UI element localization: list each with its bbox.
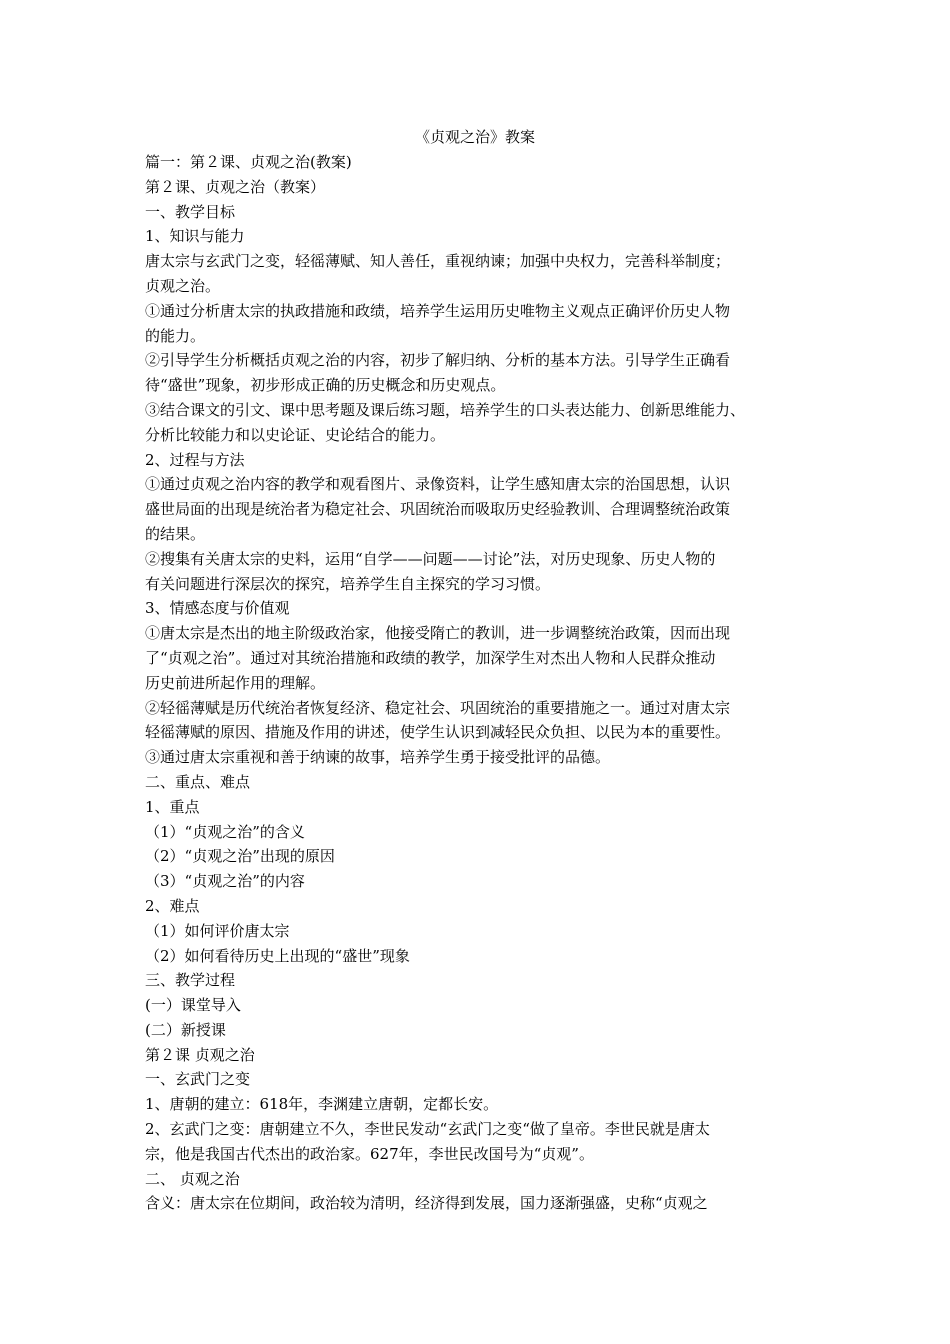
- text-line: （2）如何看待历史上出现的“盛世”现象: [145, 946, 410, 965]
- text-line: (二）新授课: [145, 1020, 226, 1039]
- text-line: 1、唐朝的建立：618年，李渊建立唐朝，定都长安。: [145, 1095, 499, 1114]
- text-line: 2、过程与方法: [145, 450, 245, 469]
- document-body: [145, 150, 825, 1216]
- text-line: 了“贞观之治”。通过对其统治措施和政绩的教学，加深学生对杰出人物和人民群众推动: [145, 648, 716, 667]
- text-line: ①通过分析唐太宗的执政措施和政绩，培养学生运用历史唯物主义观点正确评价历史人物: [145, 301, 731, 320]
- text-line: 唐太宗与玄武门之变，轻徭薄赋、知人善任，重视纳谏；加强中央权力，完善科举制度；: [145, 252, 731, 271]
- text-line: （1）如何评价唐太宗: [145, 921, 290, 940]
- text-line: ③结合课文的引文、课中思考题及课后练习题，培养学生的口头表达能力、创新思维能力、: [145, 400, 746, 419]
- text-line: ①唐太宗是杰出的地主阶级政治家，他接受隋亡的教训，进一步调整统治政策，因而出现: [145, 624, 731, 643]
- text-line: 1、重点: [145, 797, 200, 816]
- text-line: 二、 贞观之治: [145, 1169, 240, 1188]
- text-line: 二、重点、难点: [145, 772, 251, 791]
- text-line: 有关问题进行深层次的探究，培养学生自主探究的学习习惯。: [145, 574, 551, 593]
- text-line: （3）“贞观之治”的内容: [145, 872, 305, 891]
- text-line: ②搜集有关唐太宗的史料，运用“自学——问题——讨论”法，对历史现象、历史人物的: [145, 549, 716, 568]
- text-line: 待“盛世”现象，初步形成正确的历史概念和历史观点。: [145, 376, 506, 395]
- text-line: 第２课 贞观之治: [145, 1045, 255, 1064]
- text-line: 一、玄武门之变: [145, 1070, 251, 1089]
- text-line: 盛世局面的出现是统治者为稳定社会、巩固统治而吸取历史经验教训、合理调整统治政策: [145, 500, 731, 519]
- text-line: 的结果。: [145, 524, 206, 543]
- document-title: 《贞观之治》教案: [414, 128, 535, 146]
- text-line: 3、情感态度与价值观: [145, 599, 290, 618]
- text-line: 的能力。: [145, 326, 206, 345]
- text-line: 宗，他是我国古代杰出的政治家。627年，李世民改国号为“贞观”。: [145, 1144, 594, 1163]
- text-line: ③通过唐太宗重视和善于纳谏的故事，培养学生勇于接受批评的品德。: [145, 748, 611, 767]
- text-line: (一）课堂导入: [145, 996, 241, 1015]
- text-line: （1）“贞观之治”的含义: [145, 822, 305, 841]
- text-line: 1、知识与能力: [145, 227, 245, 246]
- text-line: 历史前进所起作用的理解。: [145, 673, 326, 692]
- text-line: 贞观之治。: [145, 276, 221, 295]
- text-line: 一、教学目标: [145, 202, 236, 221]
- text-line: 轻徭薄赋的原因、措施及作用的讲述，使学生认识到减轻民众负担、以民为本的重要性。: [145, 723, 731, 742]
- text-line: （2）“贞观之治”出现的原因: [145, 847, 335, 866]
- text-line: 含义：唐太宗在位期间，政治较为清明，经济得到发展，国力逐渐强盛，史称“贞观之: [145, 1194, 708, 1213]
- text-line: 2、玄武门之变：唐朝建立不久，李世民发动“玄武门之变“做了皇帝。李世民就是唐太: [145, 1120, 710, 1139]
- text-line: 三、教学过程: [145, 971, 236, 990]
- text-line: ①通过贞观之治内容的教学和观看图片、录像资料，让学生感知唐太宗的治国思想，认识: [145, 475, 731, 494]
- text-line: ②引导学生分析概括贞观之治的内容，初步了解归纳、分析的基本方法。引导学生正确看: [145, 351, 731, 370]
- text-line: ②轻徭薄赋是历代统治者恢复经济、稳定社会、巩固统治的重要措施之一。通过对唐太宗: [145, 698, 731, 717]
- text-line: 2、难点: [145, 896, 200, 915]
- text-line: 篇一：第２课、贞观之治(教案): [145, 153, 352, 171]
- text-line: 分析比较能力和以史论证、史论结合的能力。: [145, 425, 446, 444]
- text-line: 第２课、贞观之治（教案）: [145, 177, 326, 196]
